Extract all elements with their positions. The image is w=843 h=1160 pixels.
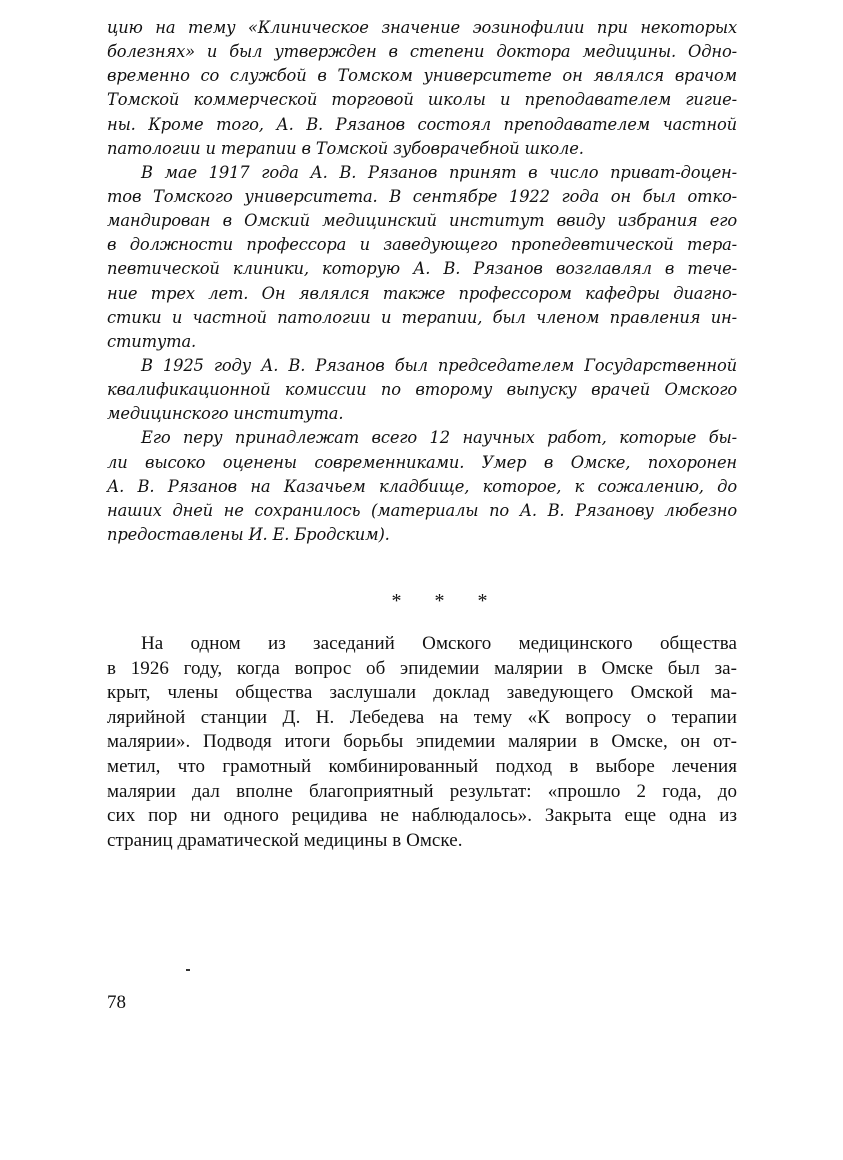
text-line: в 1926 году, когда вопрос об эпидемии малярии в Омске был за-: [107, 657, 737, 679]
text-line: квалификационной комиссии по второму выпуску врачей Омского: [107, 380, 737, 400]
text-line: Томской коммерческой торговой школы и преподавателем гигие-: [107, 90, 737, 110]
text-line: патологии и терапии в Томской зубоврачебной школе.: [107, 138, 584, 158]
text-line: предоставлены И. Е. Бродским).: [107, 524, 390, 544]
scan-speck: [186, 969, 190, 971]
text-line: медицинского института.: [107, 404, 344, 424]
section-separator: * * *: [391, 590, 502, 612]
text-line: В мае 1917 года А. В. Рязанов принят в число приват-доцен-: [141, 162, 737, 182]
text-line: ны. Кроме того, А. В. Рязанов состоял преподавателем частной: [107, 114, 737, 134]
text-line: наших дней не сохранилось (материалы по А. В. Рязанову любезно: [107, 500, 737, 520]
text-line: крыт, члены общества заслушали доклад заведующего Омской ма-: [107, 682, 737, 704]
text-line: мандирован в Омский медицинский институт ввиду избрания его: [107, 211, 737, 231]
text-line: ли высоко оценены современниками. Умер в Омске, похоронен: [107, 452, 737, 472]
paragraph: [107, 354, 737, 426]
text-line: малярии дал вполне благоприятный результат: «прошло 2 года, до: [107, 780, 737, 802]
text-line: стики и частной патологии и терапии, был членом правления ин-: [107, 307, 737, 327]
roman-text-block: [107, 632, 737, 853]
text-line: тов Томского университета. В сентябре 1922 года он был отко-: [107, 186, 737, 206]
text-line: сих пор ни одного рецидива не наблюдалось». Закрыта еще одна из: [107, 805, 737, 827]
paragraph: [107, 161, 737, 354]
text-line: малярии». Подводя итоги борьбы эпидемии малярии в Омске, он от-: [107, 731, 737, 753]
italic-text-block: [107, 16, 737, 547]
text-line: болезнях» и был утвержден в степени доктора медицины. Одно-: [107, 42, 737, 62]
text-line: Его перу принадлежат всего 12 научных работ, которые бы-: [141, 428, 737, 448]
text-line: цию на тему «Клиническое значение эозинофилии при некоторых: [107, 18, 737, 37]
text-line: певтической клиники, которую А. В. Рязанов возглавлял в тече-: [107, 259, 737, 279]
paragraph: [107, 16, 737, 161]
text-line: А. В. Рязанов на Казачьем кладбище, которое, к сожалению, до: [107, 476, 737, 496]
text-line: метил, что грамотный комбинированный подход в выборе лечения: [107, 755, 737, 777]
text-line: страниц драматической медицины в Омске.: [107, 829, 463, 851]
page-number: 78: [107, 992, 126, 1013]
text-line: ние трех лет. Он являлся также профессором кафедры диагно-: [107, 283, 737, 303]
paragraph: [107, 426, 737, 547]
text-line: временно со службой в Томском университете он являлся врачом: [107, 66, 737, 86]
text-line: лярийной станции Д. Н. Лебедева на тему «К вопросу о терапии: [107, 706, 737, 728]
text-line: в должности профессора и заведующего пропедевтической тера-: [107, 235, 737, 255]
text-line: ститута.: [107, 331, 197, 351]
text-line: На одном из заседаний Омского медицинского общества: [141, 633, 737, 654]
text-line: В 1925 году А. В. Рязанов был председателем Государственной: [141, 355, 737, 375]
